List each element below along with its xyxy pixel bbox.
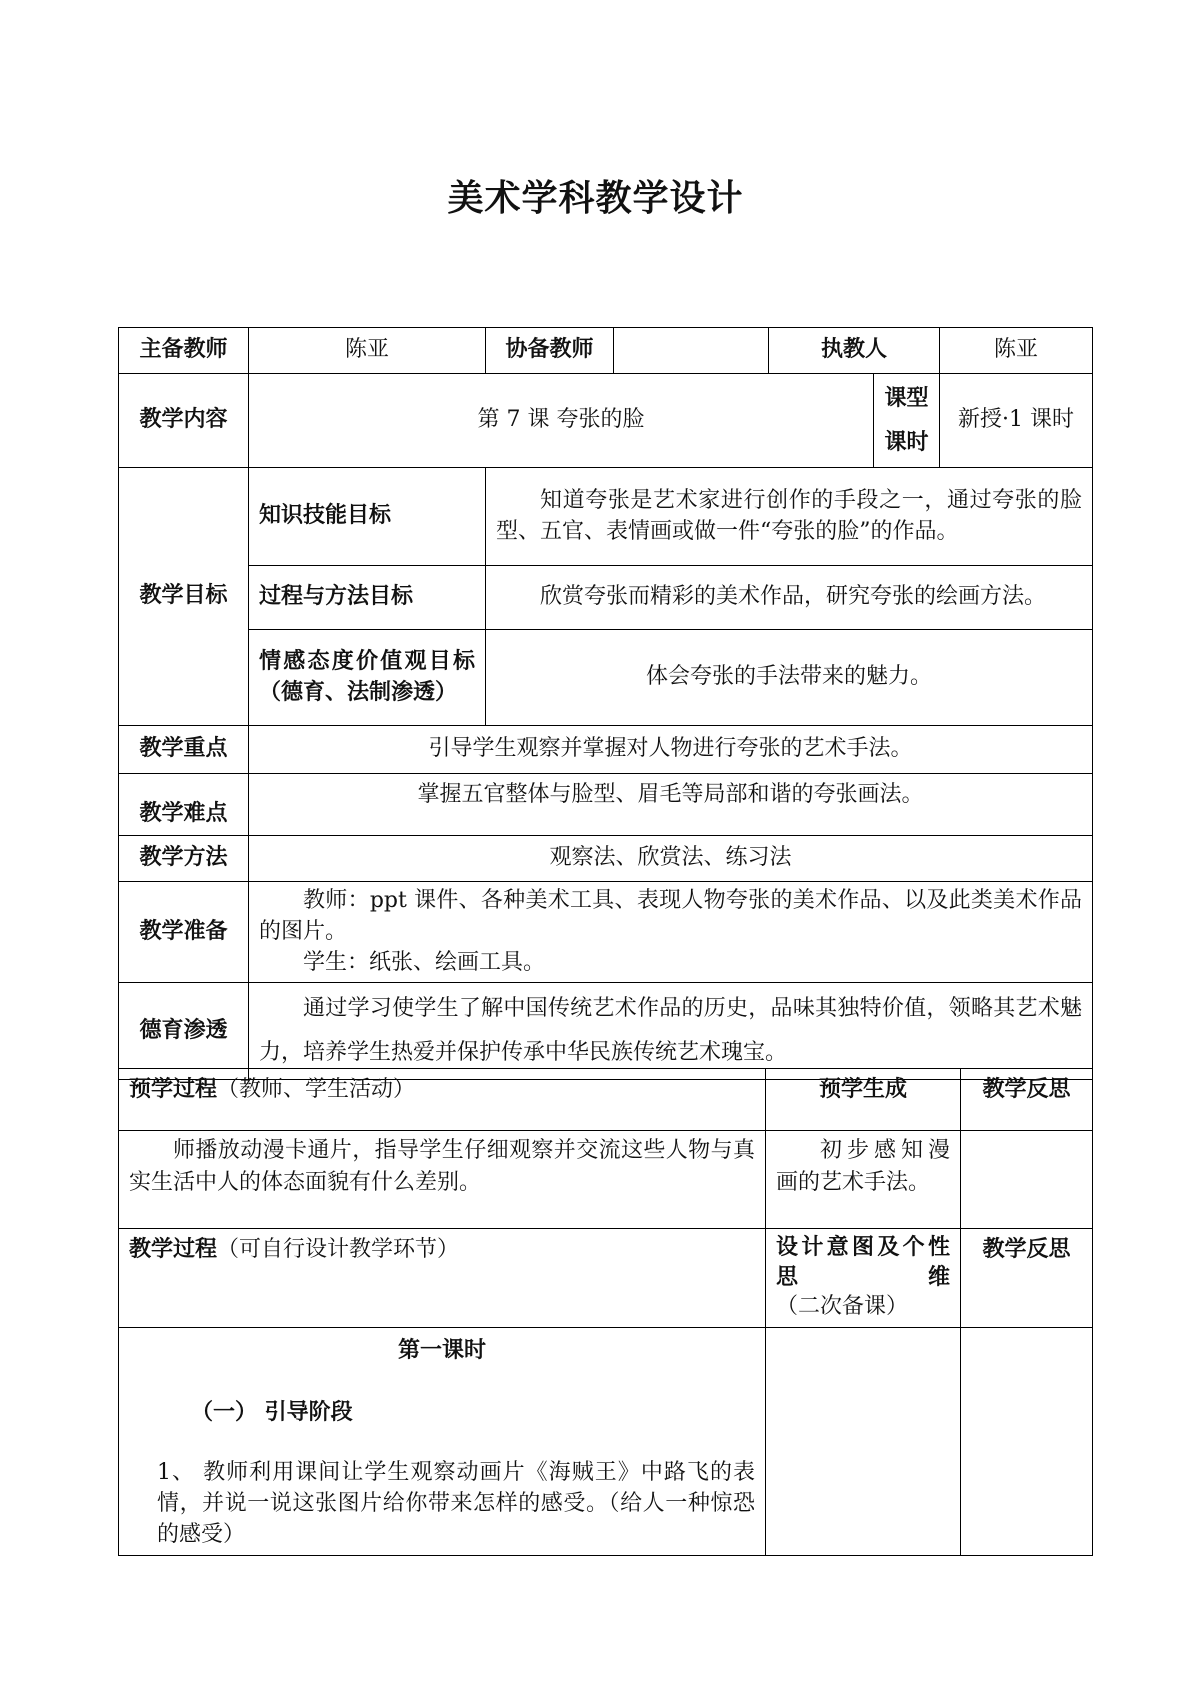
preparation-teacher: 教师：ppt 课件、各种美术工具、表现人物夸张的美术作品、以及此类美术作品的图片。: [259, 888, 1083, 944]
knowledge-value: 知道夸张是艺术家进行创作的手段之一，通过夸张的脸型、五官、表情画或做一件“夸张的脸”的作品。: [486, 468, 1093, 566]
info-table: [118, 327, 1093, 1080]
process-body: [119, 1328, 766, 1556]
process-goal-value: 欣赏夸张而精彩的美术作品，研究夸张的绘画方法。: [486, 566, 1093, 630]
instructor-value: 陈亚: [940, 328, 1093, 374]
type-value: 新授·1 课时: [940, 374, 1093, 468]
objectives-label: 教学目标: [119, 468, 249, 726]
preparation-student: 学生：纸张、绘画工具。: [303, 949, 546, 975]
method-label: 教学方法: [119, 836, 249, 882]
design-note: （二次备课）: [776, 1294, 909, 1320]
process-note: （可自行设计教学环节）: [217, 1237, 460, 1262]
assist-teacher-value: [614, 328, 769, 374]
knowledge-label: 知识技能目标: [249, 468, 486, 566]
lead-teacher-value: 陈亚: [249, 328, 486, 374]
prestudy-reflection: [961, 1131, 1093, 1229]
design-intent-cell: [766, 1328, 961, 1556]
preparation-cell: [249, 882, 1093, 983]
key-point-value: 引导学生观察并掌握对人物进行夸张的艺术手法。: [249, 726, 1093, 774]
process-header: [119, 1229, 766, 1328]
instructor-label: 执教人: [769, 328, 940, 374]
method-value: 观察法、欣赏法、练习法: [249, 836, 1093, 882]
emotion-goal-value: 体会夸张的手法带来的魅力。: [486, 630, 1093, 726]
content-label: 教学内容: [119, 374, 249, 468]
type-label-2: 课时: [884, 429, 929, 455]
process-label: 教学过程: [129, 1237, 218, 1262]
assist-teacher-label: 协备教师: [486, 328, 614, 374]
prestudy-note: （教师、学生活动）: [217, 1077, 416, 1102]
step-1: 1、 教师利用课间让学生观察动画片《海贼王》中路飞的表情，并说一说这张图片给你带来怎样的感受。（给人一种惊恐的感受）: [157, 1460, 755, 1547]
process-goal-label: 过程与方法目标: [249, 566, 486, 630]
process-reflection-cell: [961, 1328, 1093, 1556]
design-label: 设计意图及个性思维: [776, 1235, 950, 1290]
content-value: 第 7 课 夸张的脸: [249, 374, 874, 468]
lesson-title: 第一课时: [397, 1338, 486, 1363]
prestudy-header: [119, 1069, 766, 1131]
prestudy-gen-label: 预学生成: [766, 1069, 961, 1131]
process-reflect-label: 教学反思: [961, 1229, 1093, 1328]
design-header: [766, 1229, 961, 1328]
prestudy-reflect-label: 教学反思: [961, 1069, 1093, 1131]
difficulty-label: 教学难点: [119, 774, 249, 836]
prestudy-activity: 师播放动漫卡通片，指导学生仔细观察并交流这些人物与真实生活中人的体态面貌有什么差别。: [119, 1131, 766, 1229]
process-table: [118, 1068, 1093, 1556]
key-point-label: 教学重点: [119, 726, 249, 774]
prestudy-label: 预学过程: [129, 1077, 218, 1102]
emotion-goal-label: 情感态度价值观目标（德育、法制渗透）: [249, 630, 486, 726]
type-label-1: 课型: [884, 385, 929, 411]
difficulty-value: 掌握五官整体与脸型、眉毛等局部和谐的夸张画法。: [249, 774, 1093, 836]
moral-value: 通过学习使学生了解中国传统艺术作品的历史，品味其独特价值，领略其艺术魅力，培养学生热爱并保护传承中华民族传统艺术瑰宝。: [249, 983, 1093, 1080]
preparation-label: 教学准备: [119, 882, 249, 983]
page-title: 美术学科教学设计: [447, 178, 744, 219]
stage-title: （一） 引导阶段: [191, 1400, 353, 1426]
moral-label: 德育渗透: [119, 983, 249, 1080]
type-label: [874, 374, 940, 468]
lead-teacher-label: 主备教师: [119, 328, 249, 374]
prestudy-generation: 初步感知漫画的艺术手法。: [766, 1131, 961, 1229]
